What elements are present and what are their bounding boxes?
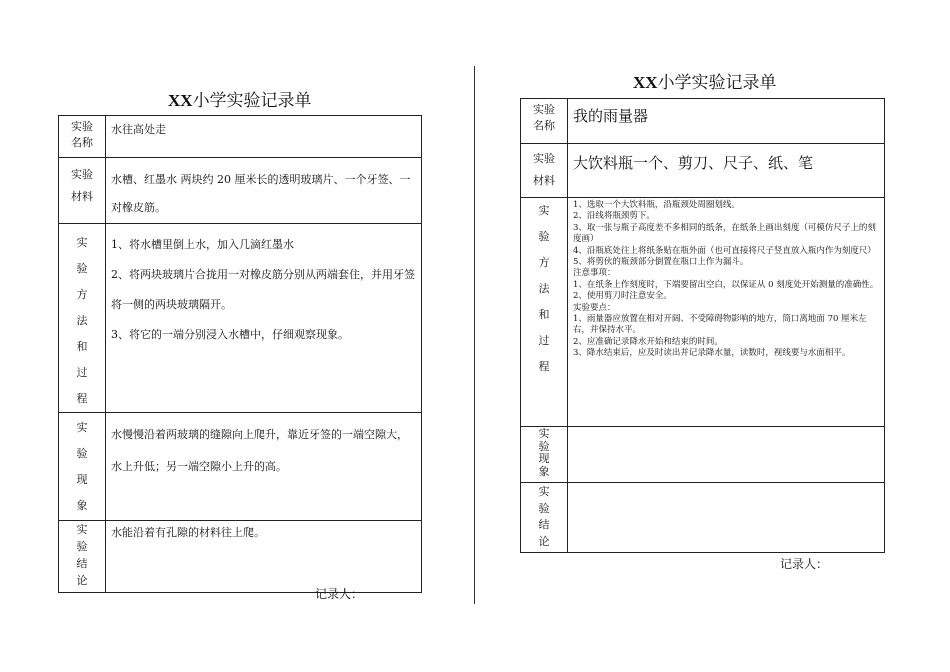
right-method-label-char: 程 [538, 360, 550, 373]
right-row-name [521, 99, 885, 144]
left-phenomenon-label-char: 现 [76, 473, 88, 486]
left-method-value [106, 224, 422, 413]
left-method-step: 3、将它的一端分别浸入水槽中，仔细观察现象。 [111, 328, 349, 341]
right-method-step: 1、选取一个大饮料瓶，沿瓶颈处周圈划线。 [573, 200, 740, 210]
left-method-label-char: 和 [76, 340, 88, 353]
right-method-keypoint: 3、降水结束后，应及时读出并记录降水量，读数时，视线要与水面相平。 [573, 348, 851, 359]
right-method-keypoint-heading: 实验要点： [573, 302, 616, 313]
right-name-value: 我的雨量器 [568, 99, 885, 144]
left-row-method [59, 224, 422, 413]
left-materials-label: 实验材料 [59, 158, 106, 224]
left-row-name [59, 116, 422, 158]
right-phenomenon-label-char: 现 [538, 452, 550, 465]
right-row-method [521, 198, 885, 427]
left-conclusion-label-char: 实 [76, 523, 88, 536]
left-method-label-char: 过 [76, 366, 88, 379]
right-recorder-label: 记录人： [780, 557, 829, 571]
right-method-label-char: 验 [538, 230, 550, 243]
left-method-label-char: 法 [76, 314, 88, 327]
left-row-materials [59, 158, 422, 224]
left-sheet-title [168, 86, 312, 111]
right-method-value [568, 198, 885, 427]
right-name-label: 实验名称 [521, 99, 568, 144]
right-method-step: 4、沿瓶底处往上将纸条贴在瓶外面（也可直接将尺子竖直放入瓶内作为刻度尺） [573, 245, 876, 256]
right-phenomenon-label [521, 427, 568, 483]
right-method-keypoint: 1、雨量器应放置在相对开阔、不受障碍物影响的地方，筒口离地面 70 厘米左右，并保持水平。 [573, 314, 867, 336]
left-record-table [58, 115, 422, 593]
left-method-step: 2、将两块玻璃片合拢用一对橡皮筋分别从两端套住，并用牙签将一侧的两块玻璃隔开。 [111, 268, 415, 311]
right-materials-label: 实验材料 [521, 144, 568, 198]
right-phenomenon-label-char: 实 [538, 427, 550, 440]
left-method-step: 1、将水槽里倒上水，加入几滴红墨水 [111, 238, 294, 251]
right-conclusion-value [568, 483, 885, 553]
left-method-label [59, 224, 106, 413]
left-phenomenon-label-char: 象 [76, 499, 88, 512]
right-method-label-char: 和 [538, 308, 550, 321]
right-conclusion-label-char: 论 [538, 534, 550, 548]
left-recorder-label: 记录人： [315, 587, 364, 601]
left-method-label-char: 方 [76, 288, 88, 301]
right-row-materials [521, 144, 885, 198]
right-materials-value: 大饮料瓶一个、剪刀、尺子、纸、笔 [568, 144, 885, 198]
right-method-label [521, 198, 568, 427]
left-method-label-char: 验 [76, 262, 88, 275]
right-method-note-heading: 注意事项： [573, 268, 616, 279]
right-method-keypoint: 2、应准确记录降水开始和结束的时间。 [573, 336, 723, 347]
right-method-label-char: 过 [538, 334, 550, 347]
right-title-prefix: XX [633, 73, 658, 92]
left-title-prefix: XX [168, 91, 193, 110]
left-materials-value: 水槽、红墨水 两块约 20 厘米长的透明玻璃片、一个牙签、一对橡皮筋。 [106, 158, 422, 224]
left-title-text: 小学实验记录单 [192, 91, 312, 111]
right-phenomenon-label-char: 象 [538, 464, 550, 478]
right-method-note: 2、使用剪刀时注意安全。 [573, 291, 672, 302]
left-conclusion-label [59, 521, 106, 593]
left-conclusion-label-char: 结 [76, 557, 88, 570]
right-sheet-title [633, 68, 777, 93]
right-method-label-char: 方 [538, 256, 550, 269]
left-conclusion-label-char: 验 [76, 540, 88, 553]
right-record-table [520, 98, 885, 553]
right-title-text: 小学实验记录单 [657, 73, 777, 93]
left-row-phenomenon [59, 413, 422, 521]
left-phenomenon-label-char: 验 [76, 447, 88, 460]
left-method-label-char: 实 [76, 236, 88, 249]
right-row-phenomenon [521, 427, 885, 483]
right-method-label-char: 法 [538, 282, 550, 295]
right-conclusion-label-char: 验 [538, 501, 550, 515]
left-name-label: 实验名称 [59, 116, 106, 158]
left-method-label-char: 程 [76, 392, 88, 405]
right-method-note: 1、在纸条上作刻度时，下端要留出空白，以保证从 0 刻度处开始测量的准确性。 [573, 279, 879, 290]
left-conclusion-value: 水能沿着有孔隙的材料往上爬。 [106, 521, 422, 593]
left-phenomenon-value: 水慢慢沿着两玻璃的缝隙向上爬升，靠近牙签的一端空隙大，水上升低；另一端空隙小上升的高。 [106, 413, 422, 521]
page-divider [474, 66, 475, 604]
right-row-conclusion [521, 483, 885, 553]
right-conclusion-label [521, 483, 568, 553]
right-phenomenon-label-char: 验 [538, 439, 550, 453]
right-method-step: 2、沿线将瓶颈剪下。 [573, 211, 655, 222]
left-phenomenon-label-char: 实 [76, 421, 88, 434]
left-name-value: 水往高处走 [106, 116, 422, 158]
left-row-conclusion [59, 521, 422, 593]
right-method-label-char: 实 [538, 204, 550, 217]
right-conclusion-label-char: 结 [538, 518, 550, 531]
right-method-step: 5、将剪伙的瓶颈部分倒置在瓶口上作为漏斗。 [573, 257, 749, 268]
right-phenomenon-value [568, 427, 885, 483]
right-conclusion-label-char: 实 [538, 485, 550, 498]
left-conclusion-label-char: 论 [76, 574, 88, 587]
right-method-step: 3、取一张与瓶子高度差不多相同的纸条，在纸条上画出刻度（可模仿尺子上的刻度画） [573, 222, 876, 245]
left-phenomenon-label [59, 413, 106, 521]
